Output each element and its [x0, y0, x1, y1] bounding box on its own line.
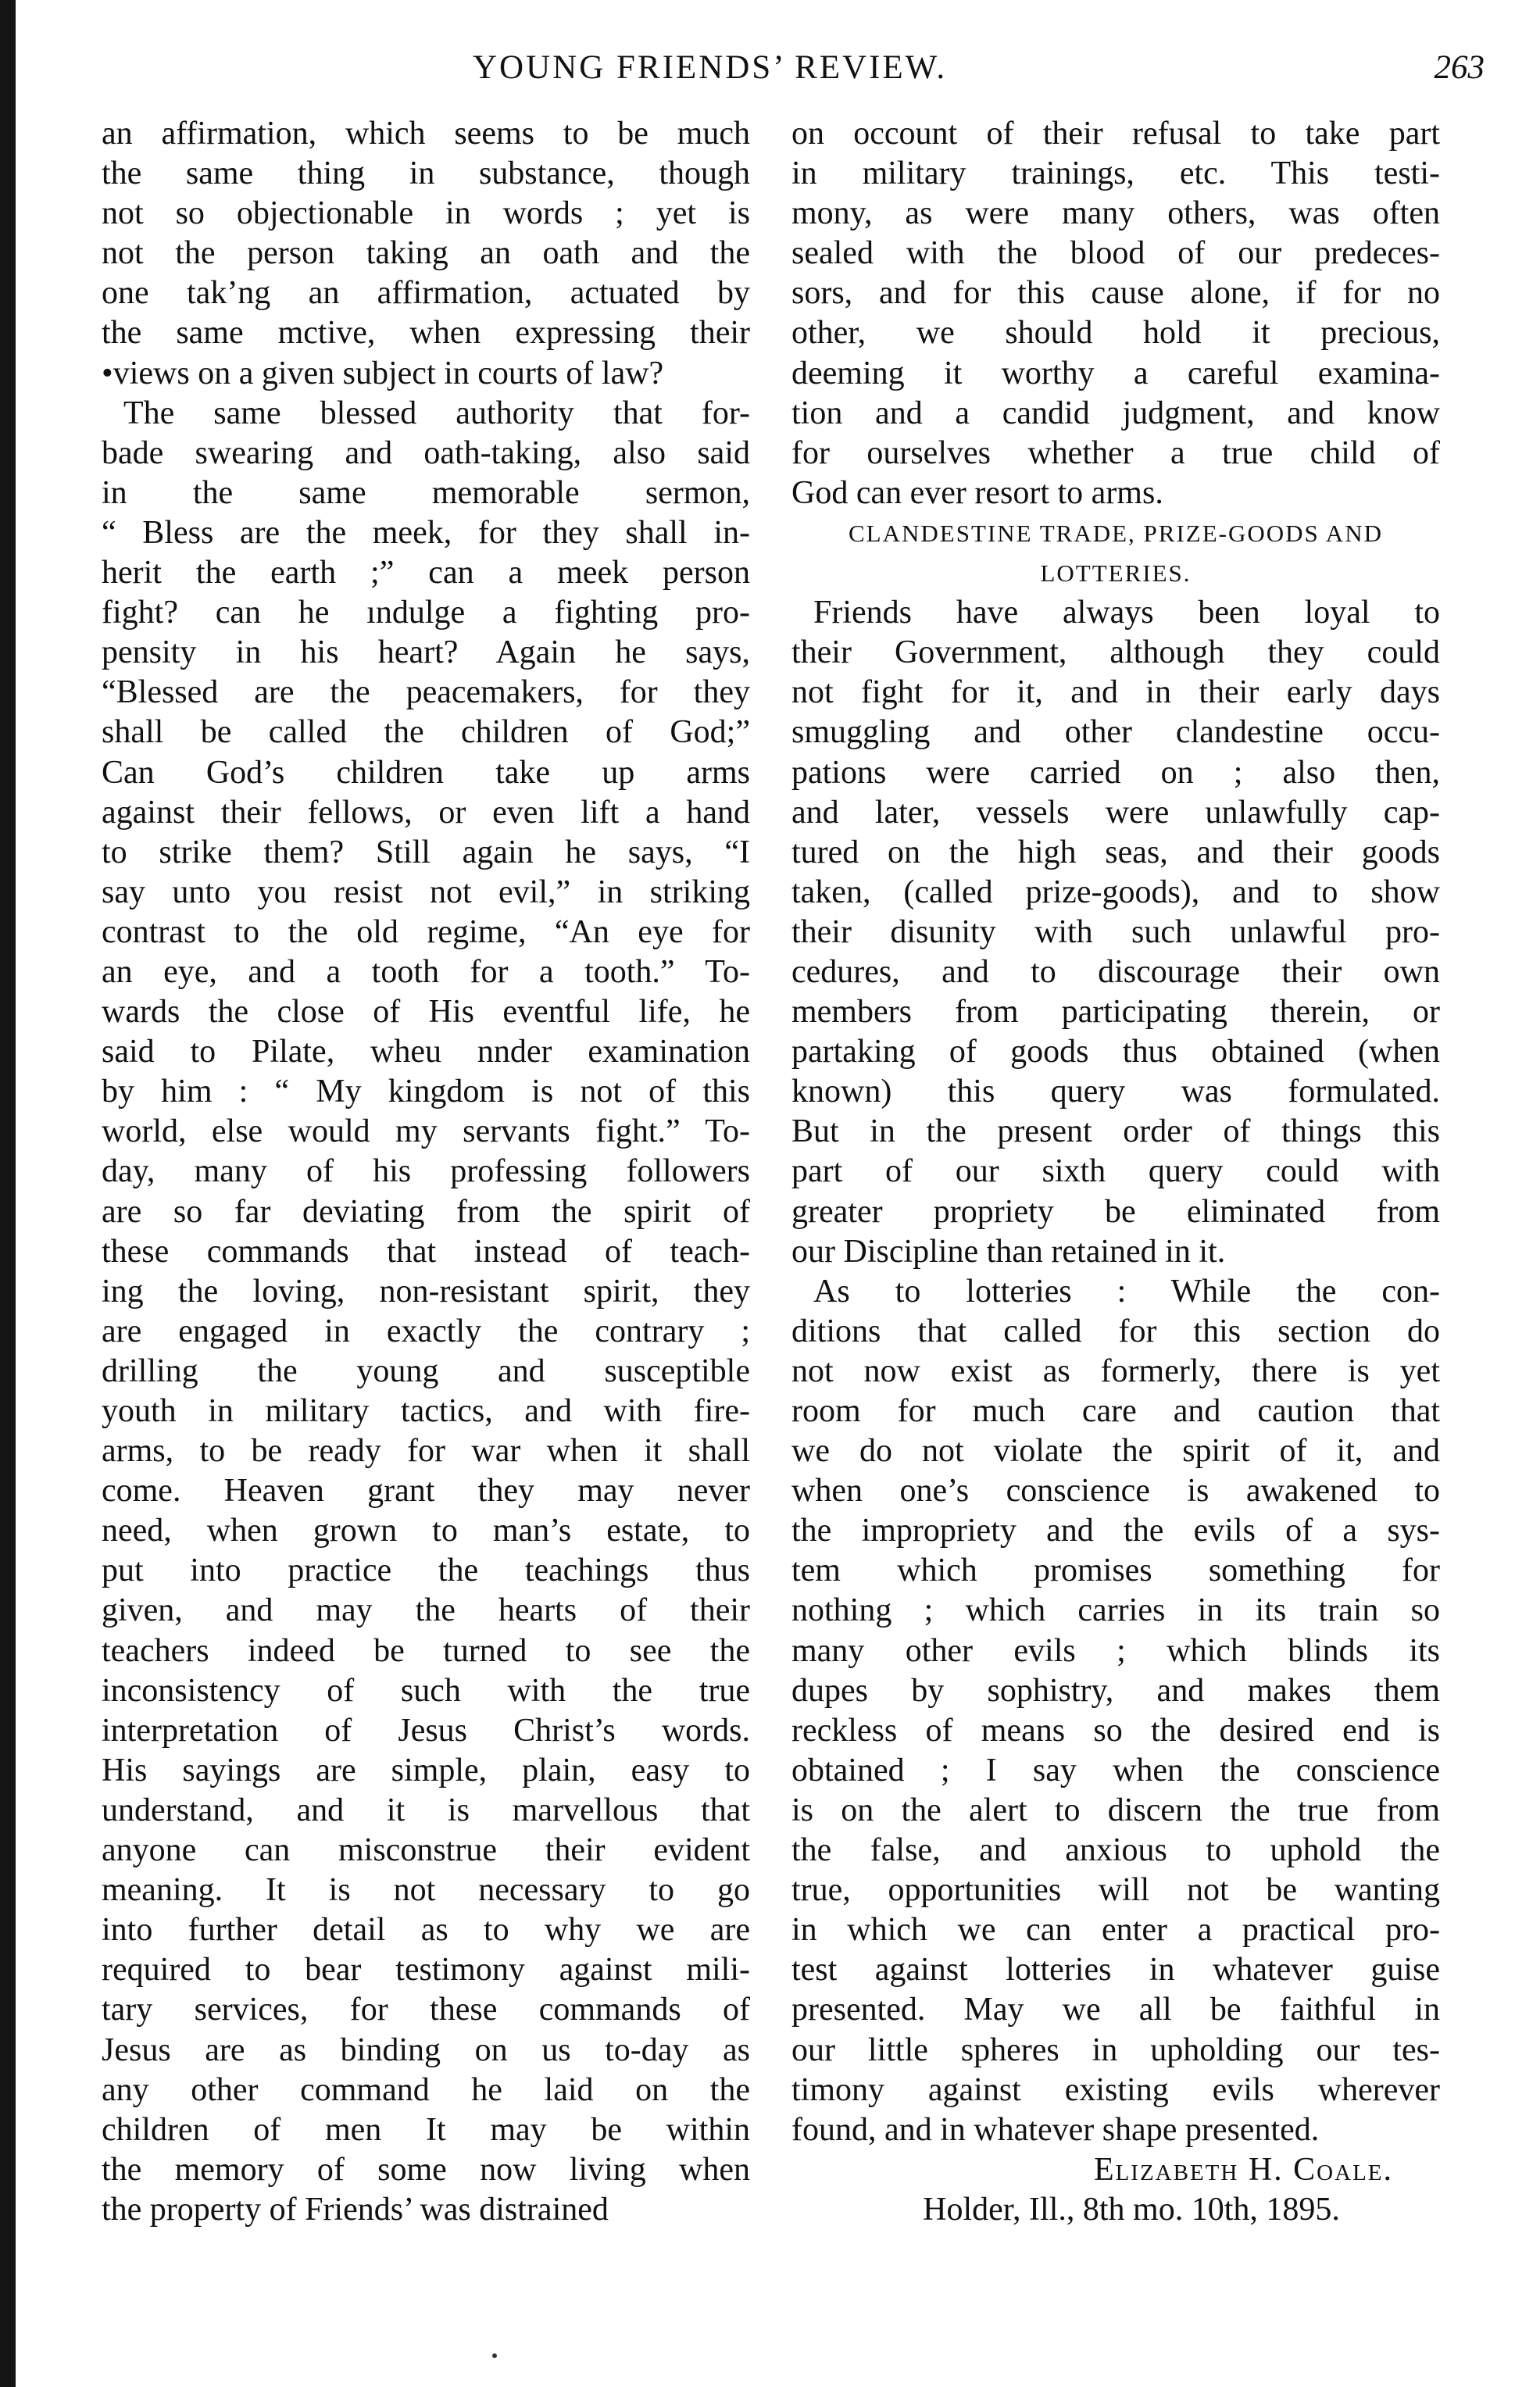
- text-line: not so objectionable in words ; yet is: [102, 195, 750, 232]
- text-line: members from participating therein, or: [791, 994, 1440, 1031]
- text-line: tured on the high seas, and their goods: [791, 834, 1440, 870]
- text-line: interpretation of Jesus Christ’s words.: [102, 1712, 750, 1749]
- text-line: tem which promises something for: [791, 1553, 1440, 1589]
- section-heading-line-2: LOTTERIES.: [1040, 559, 1192, 588]
- text-line: test against lotteries in whatever guise: [791, 1952, 1440, 1989]
- text-line: His sayings are simple, plain, easy to: [102, 1752, 750, 1788]
- text-line: world, else would my servants fight.” To-: [102, 1113, 750, 1150]
- text-line: their disunity with such unlawful pro-: [791, 913, 1440, 950]
- section-heading-line-1: CLANDESTINE TRADE, PRIZE-GOODS AND: [849, 519, 1383, 547]
- text-line: not fight for it, and in their early days: [791, 674, 1440, 711]
- text-line: Friends have always been loyal to: [813, 595, 1440, 631]
- text-line: many other evils ; which blinds its: [791, 1632, 1440, 1669]
- page-header: [102, 48, 1485, 95]
- text-line: other, we should hold it precious,: [791, 315, 1440, 352]
- text-line: God can ever resort to arms.: [791, 474, 1163, 511]
- text-line: dupes by sophistry, and makes them: [791, 1672, 1440, 1709]
- text-line: wards the close of His eventful life, he: [102, 994, 750, 1031]
- text-line: in military trainings, etc. This testi-: [791, 155, 1440, 192]
- text-line: any other command he laid on the: [102, 2071, 750, 2108]
- text-line: “ Bless are the meek, for they shall in-: [102, 514, 750, 551]
- text-line: cedures, and to discourage their own: [791, 953, 1440, 990]
- text-line: is on the alert to discern the true from: [791, 1792, 1440, 1828]
- right-paragraph-1: [791, 114, 1440, 513]
- text-line: true, opportunities will not be wanting: [791, 1872, 1440, 1909]
- text-line: shall be called the children of God;”: [102, 714, 750, 751]
- text-line: found, and in whatever shape presented.: [791, 2111, 1320, 2148]
- text-line: bade swearing and oath-taking, also said: [102, 434, 750, 471]
- left-paragraph-1: [102, 114, 750, 394]
- text-line: Jesus are as binding on us to-day as: [102, 2031, 750, 2068]
- text-line: pations were carried on ; also then,: [791, 754, 1440, 791]
- text-line: in which we can enter a practical pro-: [791, 1912, 1440, 1949]
- text-line: our Discipline than retained in it.: [791, 1233, 1226, 1270]
- text-line: on occount of their refusal to take part: [791, 116, 1440, 152]
- text-line: room for much care and caution that: [791, 1393, 1440, 1429]
- text-line: come. Heaven grant they may never: [102, 1473, 750, 1510]
- text-line: timony against existing evils wherever: [791, 2071, 1440, 2108]
- text-line: say unto you resist not evil,” in striking: [102, 874, 750, 910]
- text-line: against their fellows, or even lift a hand: [102, 794, 750, 831]
- text-line: understand, and it is marvellous that: [102, 1792, 750, 1828]
- text-line: by him : “ My kingdom is not of this: [102, 1074, 750, 1110]
- text-line: the property of Friends’ was distrained: [102, 2191, 609, 2228]
- left-paragraph-2: [102, 394, 750, 2230]
- text-line: But in the present order of things this: [791, 1113, 1440, 1150]
- text-line: known) this query was formulated.: [791, 1074, 1440, 1110]
- text-line: contrast to the old regime, “An eye for: [102, 913, 750, 950]
- text-line: said to Pilate, wheu nnder examination: [102, 1034, 750, 1070]
- book-spine-shadow: [0, 0, 16, 2387]
- ink-speck: [492, 2353, 497, 2358]
- text-line: an affirmation, which seems to be much: [102, 116, 750, 152]
- text-line: in the same memorable sermon,: [102, 474, 750, 511]
- dateline: Holder, Ill., 8th mo. 10th, 1895.: [923, 2191, 1340, 2228]
- text-line: pensity in his heart? Again he says,: [102, 634, 750, 671]
- text-line: fight? can he ındulge a fighting pro-: [102, 595, 750, 631]
- text-line: Can God’s children take up arms: [102, 754, 750, 791]
- left-column: [102, 114, 750, 2230]
- text-line: the impropriety and the evils of a sys-: [791, 1513, 1440, 1549]
- text-line: the memory of some now living when: [102, 2151, 750, 2188]
- text-line: youth in military tactics, and with fire-: [102, 1393, 750, 1429]
- text-line: As to lotteries : While the con-: [813, 1273, 1440, 1310]
- text-line: arms, to be ready for war when it shall: [102, 1433, 750, 1470]
- text-line: the same mctive, when expressing their: [102, 315, 750, 352]
- text-line: taken, (called prize-goods), and to show: [791, 874, 1440, 910]
- text-line: mony, as were many others, was often: [791, 195, 1440, 232]
- right-column: [791, 114, 1440, 2230]
- text-line: tion and a candid judgment, and know: [791, 395, 1440, 431]
- text-line: not now exist as formerly, there is yet: [791, 1353, 1440, 1389]
- text-line: meaning. It is not necessary to go: [102, 1872, 750, 1909]
- section-heading: [791, 513, 1440, 593]
- text-line: into further detail as to why we are: [102, 1912, 750, 1949]
- text-line: The same blessed authority that for-: [123, 395, 750, 431]
- text-line: part of our sixth query could with: [791, 1153, 1440, 1190]
- running-title: YOUNG FRIENDS’ REVIEW.: [473, 49, 948, 86]
- page-number: 263: [1434, 49, 1485, 86]
- text-line: given, and may the hearts of their: [102, 1592, 750, 1629]
- text-line: herit the earth ;” can a meek person: [102, 555, 750, 591]
- text-line: need, when grown to man’s estate, to: [102, 1513, 750, 1549]
- text-line: to strike them? Still again he says, “I: [102, 834, 750, 870]
- text-line: are engaged in exactly the contrary ;: [102, 1313, 750, 1349]
- text-line: inconsistency of such with the true: [102, 1672, 750, 1709]
- text-line: sors, and for this cause alone, if for no: [791, 275, 1440, 312]
- text-line: ditions that called for this section do: [791, 1313, 1440, 1349]
- text-line: are so far deviating from the spirit of: [102, 1193, 750, 1230]
- text-line: deeming it worthy a careful examina-: [791, 355, 1440, 391]
- text-line: greater propriety be eliminated from: [791, 1193, 1440, 1230]
- text-line: •views on a given subject in courts of law?: [102, 355, 664, 391]
- text-line: put into practice the teachings thus: [102, 1553, 750, 1589]
- text-line: tary services, for these commands of: [102, 1992, 750, 2028]
- text-line: partaking of goods thus obtained (when: [791, 1034, 1440, 1070]
- text-line: anyone can misconstrue their evident: [102, 1832, 750, 1869]
- text-line: sealed with the blood of our predeces-: [791, 235, 1440, 272]
- right-paragraph-3: [791, 1272, 1440, 2150]
- text-line: one tak’ng an affirmation, actuated by: [102, 275, 750, 312]
- text-line: day, many of his professing followers: [102, 1153, 750, 1190]
- text-line: children of men It may be within: [102, 2111, 750, 2148]
- text-line: we do not violate the spirit of it, and: [791, 1433, 1440, 1470]
- text-line: not the person taking an oath and the: [102, 235, 750, 272]
- text-line: for ourselves whether a true child of: [791, 434, 1440, 471]
- text-line: these commands that instead of teach-: [102, 1233, 750, 1270]
- text-line: and later, vessels were unlawfully cap-: [791, 794, 1440, 831]
- text-line: presented. May we all be faithful in: [791, 1992, 1440, 2028]
- text-line: the false, and anxious to uphold the: [791, 1832, 1440, 1869]
- text-line: obtained ; I say when the conscience: [791, 1752, 1440, 1788]
- text-line: their Government, although they could: [791, 634, 1440, 671]
- author-signature: Elizabeth H. Coale.: [1093, 2151, 1393, 2188]
- text-line: drilling the young and susceptible: [102, 1353, 750, 1389]
- text-line: required to bear testimony against mili-: [102, 1952, 750, 1989]
- text-line: the same thing in substance, though: [102, 155, 750, 192]
- text-line: “Blessed are the peacemakers, for they: [102, 674, 750, 711]
- text-line: our little spheres in upholding our tes-: [791, 2031, 1440, 2068]
- right-paragraph-2: [791, 593, 1440, 1272]
- text-line: an eye, and a tooth for a tooth.” To-: [102, 953, 750, 990]
- text-line: reckless of means so the desired end is: [791, 1712, 1440, 1749]
- text-line: teachers indeed be turned to see the: [102, 1632, 750, 1669]
- text-line: ing the loving, non-resistant spirit, they: [102, 1273, 750, 1310]
- text-line: smuggling and other clandestine occu-: [791, 714, 1440, 751]
- text-line: nothing ; which carries in its train so: [791, 1592, 1440, 1629]
- text-line: when one’s conscience is awakened to: [791, 1473, 1440, 1510]
